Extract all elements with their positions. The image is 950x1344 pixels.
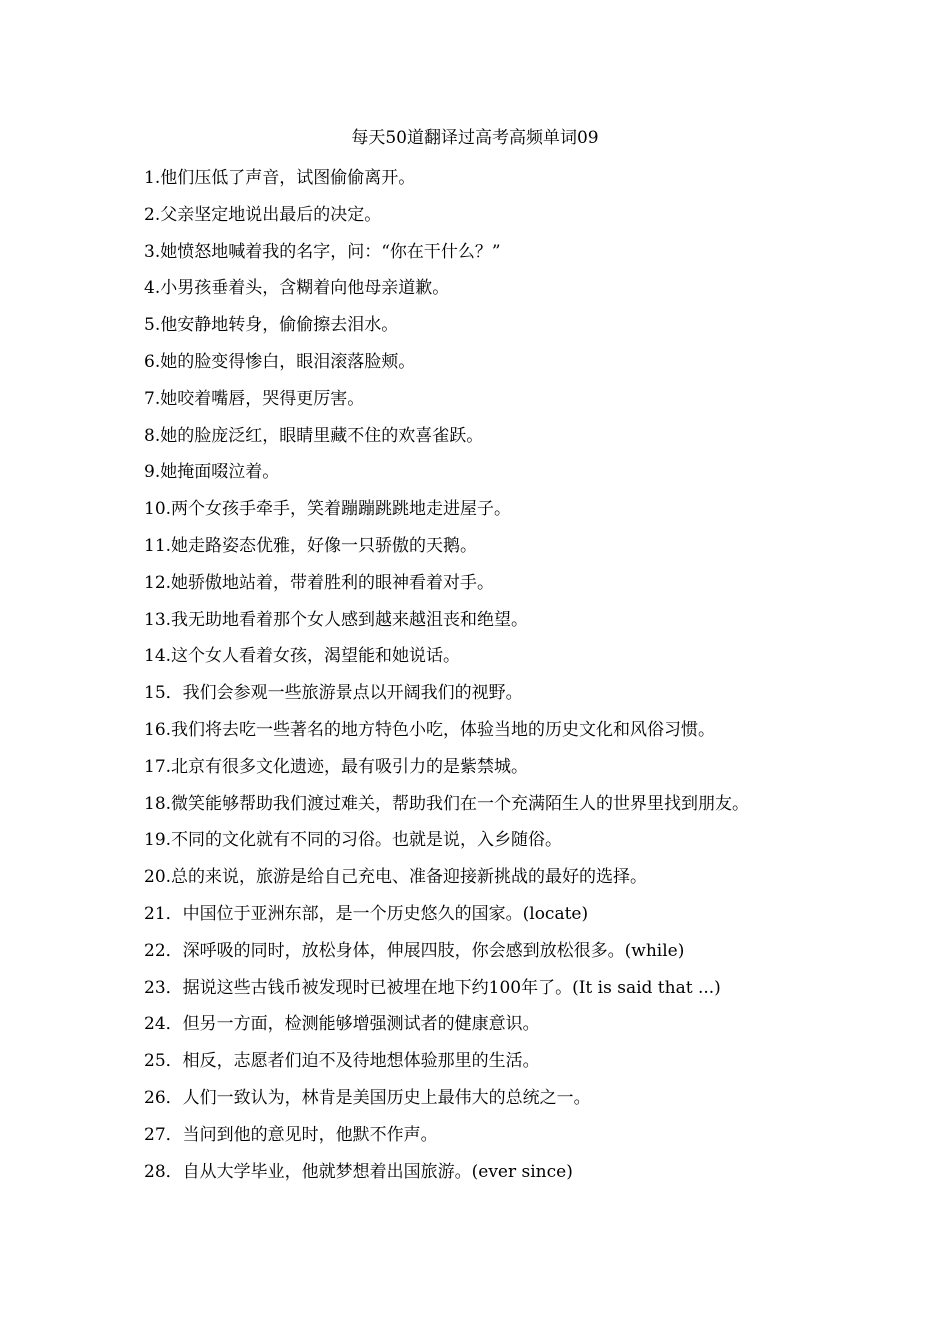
list-item: 23．据说这些古钱币被发现时已被埋在地下约100年了。(It is said that ...) (144, 977, 721, 998)
list-item: 27．当问到他的意见时，他默不作声。 (144, 1124, 438, 1145)
list-item: 17.北京有很多文化遗迹，最有吸引力的是紫禁城。 (144, 756, 529, 777)
list-item: 2.父亲坚定地说出最后的决定。 (144, 204, 382, 225)
list-item: 25．相反，志愿者们迫不及待地想体验那里的生活。 (144, 1051, 540, 1072)
list-item: 28．自从大学毕业，他就梦想着出国旅游。(ever since) (144, 1161, 573, 1182)
list-item: 22．深呼吸的同时，放松身体，伸展四肢，你会感到放松很多。(while) (144, 940, 685, 961)
list-item: 4.小男孩垂着头，含糊着向他母亲道歉。 (144, 278, 450, 299)
list-item: 6.她的脸变得惨白，眼泪滚落脸颊。 (144, 351, 416, 372)
list-item: 11.她走路姿态优雅，好像一只骄傲的天鹅。 (144, 535, 478, 556)
list-item: 1.他们压低了声音，试图偷偷离开。 (144, 168, 416, 188)
list-item: 3.她愤怒地喊着我的名字，问：“你在干什么？” (144, 241, 501, 262)
list-item: 20.总的来说，旅游是给自己充电、准备迎接新挑战的最好的选择。 (144, 867, 648, 888)
document-title: 每天50道翻译过高考高频单词09 (351, 128, 599, 148)
list-item: 5.他安静地转身，偷偷擦去泪水。 (144, 315, 399, 336)
sentence-list (144, 160, 816, 1190)
list-item: 12.她骄傲地站着，带着胜利的眼神看着对手。 (144, 572, 495, 593)
list-item: 8.她的脸庞泛红，眼睛里藏不住的欢喜雀跃。 (144, 425, 484, 446)
list-item: 13.我无助地看着那个女人感到越来越沮丧和绝望。 (144, 609, 529, 630)
list-item: 24．但另一方面，检测能够增强测试者的健康意识。 (144, 1014, 540, 1035)
list-item: 21．中国位于亚洲东部，是一个历史悠久的国家。(locate) (144, 903, 589, 924)
list-item: 16.我们将去吃一些著名的地方特色小吃，体验当地的历史文化和风俗习惯。 (144, 719, 716, 740)
list-item: 18.微笑能够帮助我们渡过难关，帮助我们在一个充满陌生人的世界里找到朋友。 (144, 793, 750, 814)
list-item: 14.这个女人看着女孩，渴望能和她说话。 (144, 646, 461, 667)
list-item: 9.她掩面啜泣着。 (144, 462, 280, 483)
list-item: 7.她咬着嘴唇，哭得更厉害。 (144, 388, 365, 409)
list-item: 10.两个女孩手牵手，笑着蹦蹦跳跳地走进屋子。 (144, 499, 512, 520)
list-item: 19.不同的文化就有不同的习俗。也就是说，入乡随俗。 (144, 830, 563, 851)
list-item: 15．我们会参观一些旅游景点以开阔我们的视野。 (144, 683, 523, 704)
list-item: 26．人们一致认为，林肯是美国历史上最伟大的总统之一。 (144, 1087, 591, 1108)
